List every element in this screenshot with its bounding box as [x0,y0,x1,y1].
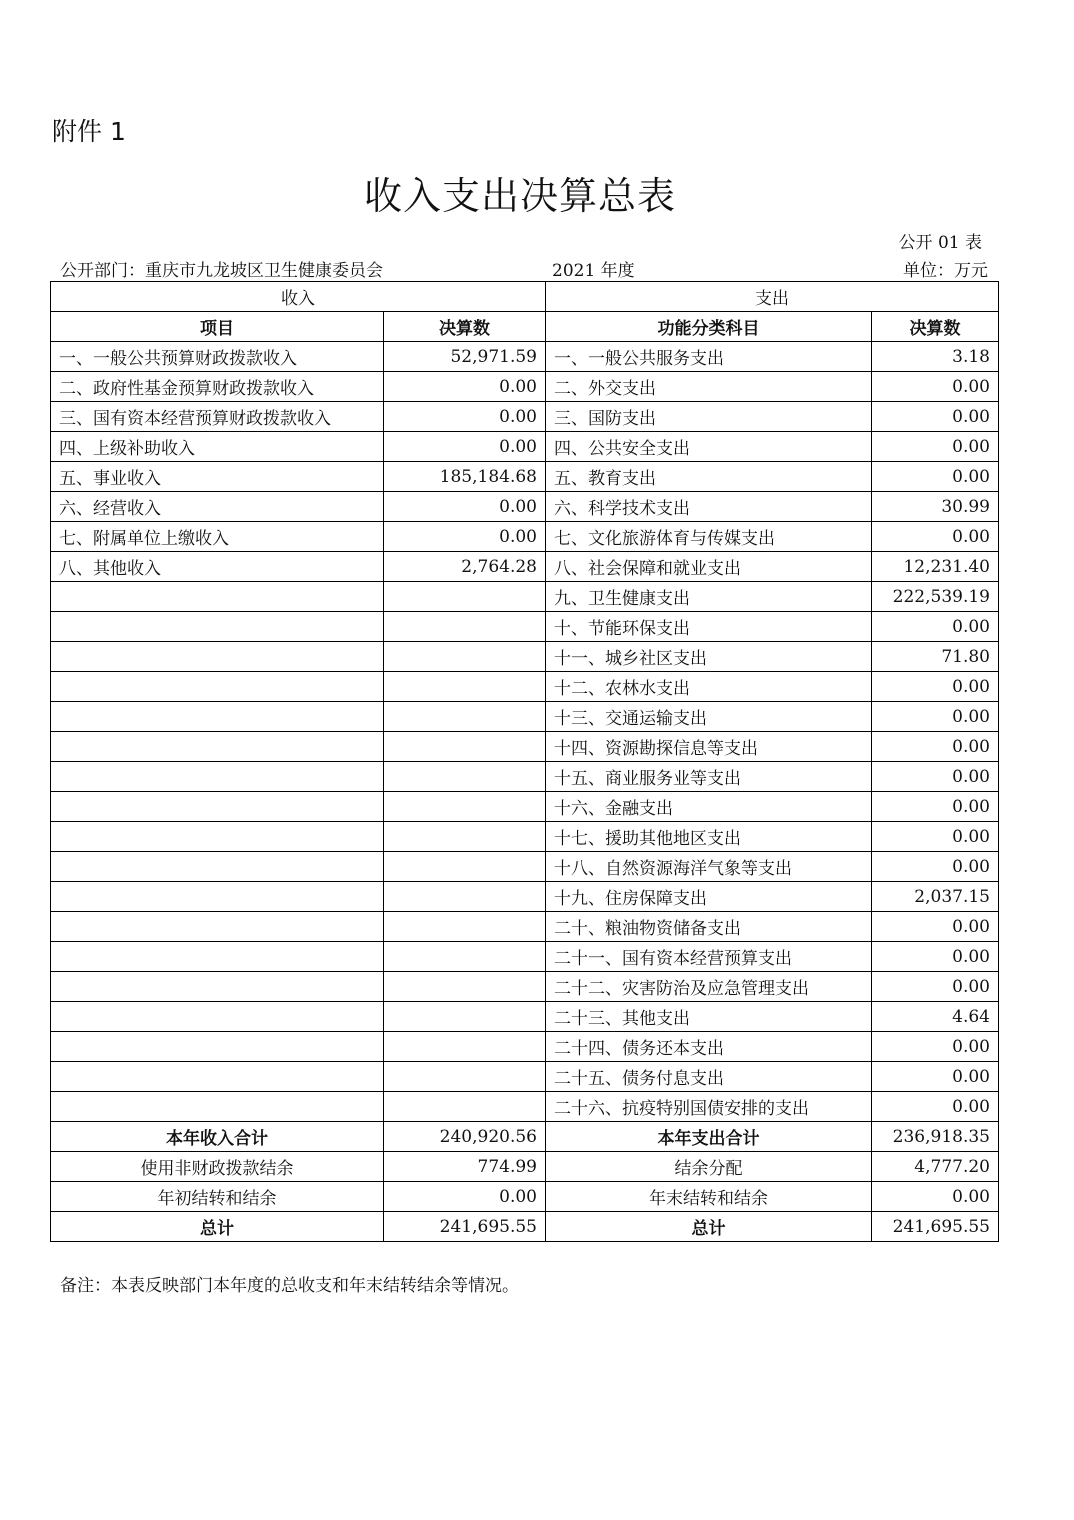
table-row [51,342,999,372]
table-row [51,1032,999,1062]
unit-label: 单位：万元 [903,261,988,281]
expense-amount-cell: 0.00 [872,912,999,942]
income-amount-cell: 52,971.59 [384,342,546,372]
expense-amount-cell: 0.00 [872,372,999,402]
income-item-cell [51,972,384,1002]
summary-expense-label: 本年支出合计 [546,1122,872,1152]
summary-income-label: 总计 [51,1212,384,1242]
expense-item-cell: 四、公共安全支出 [546,432,872,462]
expense-amount-cell: 71.80 [872,642,999,672]
expense-item-cell: 九、卫生健康支出 [546,582,872,612]
table-row [51,642,999,672]
func-item-header: 功能分类科目 [546,312,872,342]
expense-amount-cell: 0.00 [872,1062,999,1092]
income-item-cell: 五、事业收入 [51,462,384,492]
expense-amount-cell: 30.99 [872,492,999,522]
income-item-cell [51,1002,384,1032]
table-row [51,882,999,912]
table-row [51,912,999,942]
expense-amount-cell: 0.00 [872,762,999,792]
expense-amount-cell: 0.00 [872,1092,999,1122]
income-amount-cell [384,1092,546,1122]
income-amount-cell: 0.00 [384,492,546,522]
page-title: 收入支出决算总表 [363,174,676,218]
expense-item-cell: 二十三、其他支出 [546,1002,872,1032]
table-row [51,972,999,1002]
department-label: 公开部门：重庆市九龙坡区卫生健康委员会 [60,261,383,281]
summary-income-amount: 241,695.55 [384,1212,546,1242]
expense-amount-cell: 0.00 [872,732,999,762]
summary-expense-amount: 241,695.55 [872,1212,999,1242]
income-amount-cell [384,702,546,732]
expense-amount-cell: 0.00 [872,672,999,702]
income-item-cell [51,1092,384,1122]
income-item-cell: 六、经营收入 [51,492,384,522]
income-amount-cell: 2,764.28 [384,552,546,582]
income-amount-cell [384,1002,546,1032]
income-item-cell: 二、政府性基金预算财政拨款收入 [51,372,384,402]
table-summary [51,1122,999,1242]
income-amount-cell [384,732,546,762]
summary-row [51,1152,999,1182]
table-row [51,582,999,612]
table-row [51,702,999,732]
expense-item-cell: 十三、交通运输支出 [546,702,872,732]
table-row [51,1062,999,1092]
expense-item-cell: 十五、商业服务业等支出 [546,762,872,792]
table-row [51,792,999,822]
expense-amount-cell: 0.00 [872,1032,999,1062]
summary-expense-label: 总计 [546,1212,872,1242]
expense-item-cell: 二十一、国有资本经营预算支出 [546,942,872,972]
item-header: 项目 [51,312,384,342]
expense-amount-cell: 0.00 [872,822,999,852]
income-item-cell [51,642,384,672]
table-row [51,732,999,762]
expense-item-cell: 十、节能环保支出 [546,612,872,642]
summary-expense-amount: 4,777.20 [872,1152,999,1182]
expense-item-cell: 五、教育支出 [546,462,872,492]
table-row [51,462,999,492]
table-row [51,432,999,462]
expense-amount-cell: 222,539.19 [872,582,999,612]
summary-income-label: 本年收入合计 [51,1122,384,1152]
income-amount-cell [384,1062,546,1092]
income-amount-cell [384,762,546,792]
summary-expense-amount: 0.00 [872,1182,999,1212]
income-item-cell [51,612,384,642]
expense-item-cell: 十六、金融支出 [546,792,872,822]
income-amount-cell [384,642,546,672]
income-item-cell [51,582,384,612]
income-item-cell: 七、附属单位上缴收入 [51,522,384,552]
income-amount-cell [384,972,546,1002]
form-number: 公开 01 表 [898,233,982,253]
table-header-row [51,282,999,312]
table-row [51,852,999,882]
expense-item-cell: 二十六、抗疫特别国债安排的支出 [546,1092,872,1122]
income-item-cell [51,702,384,732]
income-amount-cell: 0.00 [384,372,546,402]
income-item-cell [51,1062,384,1092]
income-amount-cell [384,1032,546,1062]
table-row [51,522,999,552]
expense-item-cell: 三、国防支出 [546,402,872,432]
income-item-cell: 一、一般公共预算财政拨款收入 [51,342,384,372]
expense-amount-cell: 0.00 [872,972,999,1002]
income-amount-cell: 0.00 [384,522,546,552]
expense-item-cell: 十七、援助其他地区支出 [546,822,872,852]
income-item-cell [51,822,384,852]
table-row [51,762,999,792]
func-amount-header: 决算数 [872,312,999,342]
income-item-cell [51,882,384,912]
budget-table [50,281,999,1242]
income-item-cell: 四、上级补助收入 [51,432,384,462]
income-amount-cell [384,882,546,912]
expense-item-cell: 十九、住房保障支出 [546,882,872,912]
table-row [51,612,999,642]
income-item-cell [51,942,384,972]
expense-item-cell: 二十五、债务付息支出 [546,1062,872,1092]
income-amount-cell [384,852,546,882]
expense-amount-cell: 0.00 [872,852,999,882]
summary-row [51,1182,999,1212]
table-row [51,672,999,702]
expense-item-cell: 二、外交支出 [546,372,872,402]
fiscal-year: 2021 年度 [552,261,635,281]
summary-income-label: 使用非财政拨款结余 [51,1152,384,1182]
table-row [51,402,999,432]
expense-amount-cell: 12,231.40 [872,552,999,582]
income-item-cell [51,852,384,882]
income-amount-cell [384,942,546,972]
expense-amount-cell: 0.00 [872,702,999,732]
attachment-label: 附件 1 [52,117,126,146]
income-item-cell [51,912,384,942]
income-amount-cell [384,792,546,822]
table-row [51,372,999,402]
expense-amount-cell: 0.00 [872,522,999,552]
income-item-cell [51,672,384,702]
expense-amount-cell: 0.00 [872,402,999,432]
summary-row [51,1212,999,1242]
table-row [51,1002,999,1032]
income-item-cell [51,792,384,822]
summary-expense-amount: 236,918.35 [872,1122,999,1152]
expense-item-cell: 二十四、债务还本支出 [546,1032,872,1062]
expense-item-cell: 七、文化旅游体育与传媒支出 [546,522,872,552]
table-subheader-row [51,312,999,342]
expense-item-cell: 六、科学技术支出 [546,492,872,522]
table-body [51,342,999,1122]
expense-amount-cell: 0.00 [872,462,999,492]
income-amount-cell [384,912,546,942]
income-amount-cell [384,612,546,642]
income-item-cell: 八、其他收入 [51,552,384,582]
income-amount-cell [384,672,546,702]
expense-item-cell: 二十二、灾害防治及应急管理支出 [546,972,872,1002]
summary-row [51,1122,999,1152]
expense-item-cell: 一、一般公共服务支出 [546,342,872,372]
expense-item-cell: 十四、资源勘探信息等支出 [546,732,872,762]
expense-item-cell: 二十、粮油物资储备支出 [546,912,872,942]
expense-item-cell: 十一、城乡社区支出 [546,642,872,672]
summary-expense-label: 结余分配 [546,1152,872,1182]
income-amount-cell: 185,184.68 [384,462,546,492]
expense-amount-cell: 0.00 [872,942,999,972]
income-amount-cell: 0.00 [384,432,546,462]
table-row [51,552,999,582]
expense-item-cell: 十八、自然资源海洋气象等支出 [546,852,872,882]
income-item-cell [51,1032,384,1062]
footnote: 备注：本表反映部门本年度的总收支和年末结转结余等情况。 [60,1276,519,1296]
expense-amount-cell: 2,037.15 [872,882,999,912]
table-row [51,1092,999,1122]
summary-income-amount: 240,920.56 [384,1122,546,1152]
expense-amount-cell: 0.00 [872,612,999,642]
amount-header: 决算数 [384,312,546,342]
income-amount-cell [384,822,546,852]
expense-amount-cell: 3.18 [872,342,999,372]
table-row [51,822,999,852]
summary-expense-label: 年末结转和结余 [546,1182,872,1212]
expense-item-cell: 十二、农林水支出 [546,672,872,702]
income-header: 收入 [51,282,546,312]
expense-amount-cell: 0.00 [872,432,999,462]
expense-amount-cell: 4.64 [872,1002,999,1032]
income-item-cell: 三、国有资本经营预算财政拨款收入 [51,402,384,432]
expense-amount-cell: 0.00 [872,792,999,822]
summary-income-label: 年初结转和结余 [51,1182,384,1212]
table-row [51,492,999,522]
income-amount-cell: 0.00 [384,402,546,432]
income-item-cell [51,732,384,762]
summary-income-amount: 774.99 [384,1152,546,1182]
expense-item-cell: 八、社会保障和就业支出 [546,552,872,582]
summary-income-amount: 0.00 [384,1182,546,1212]
table-row [51,942,999,972]
income-amount-cell [384,582,546,612]
expense-header: 支出 [546,282,999,312]
income-item-cell [51,762,384,792]
